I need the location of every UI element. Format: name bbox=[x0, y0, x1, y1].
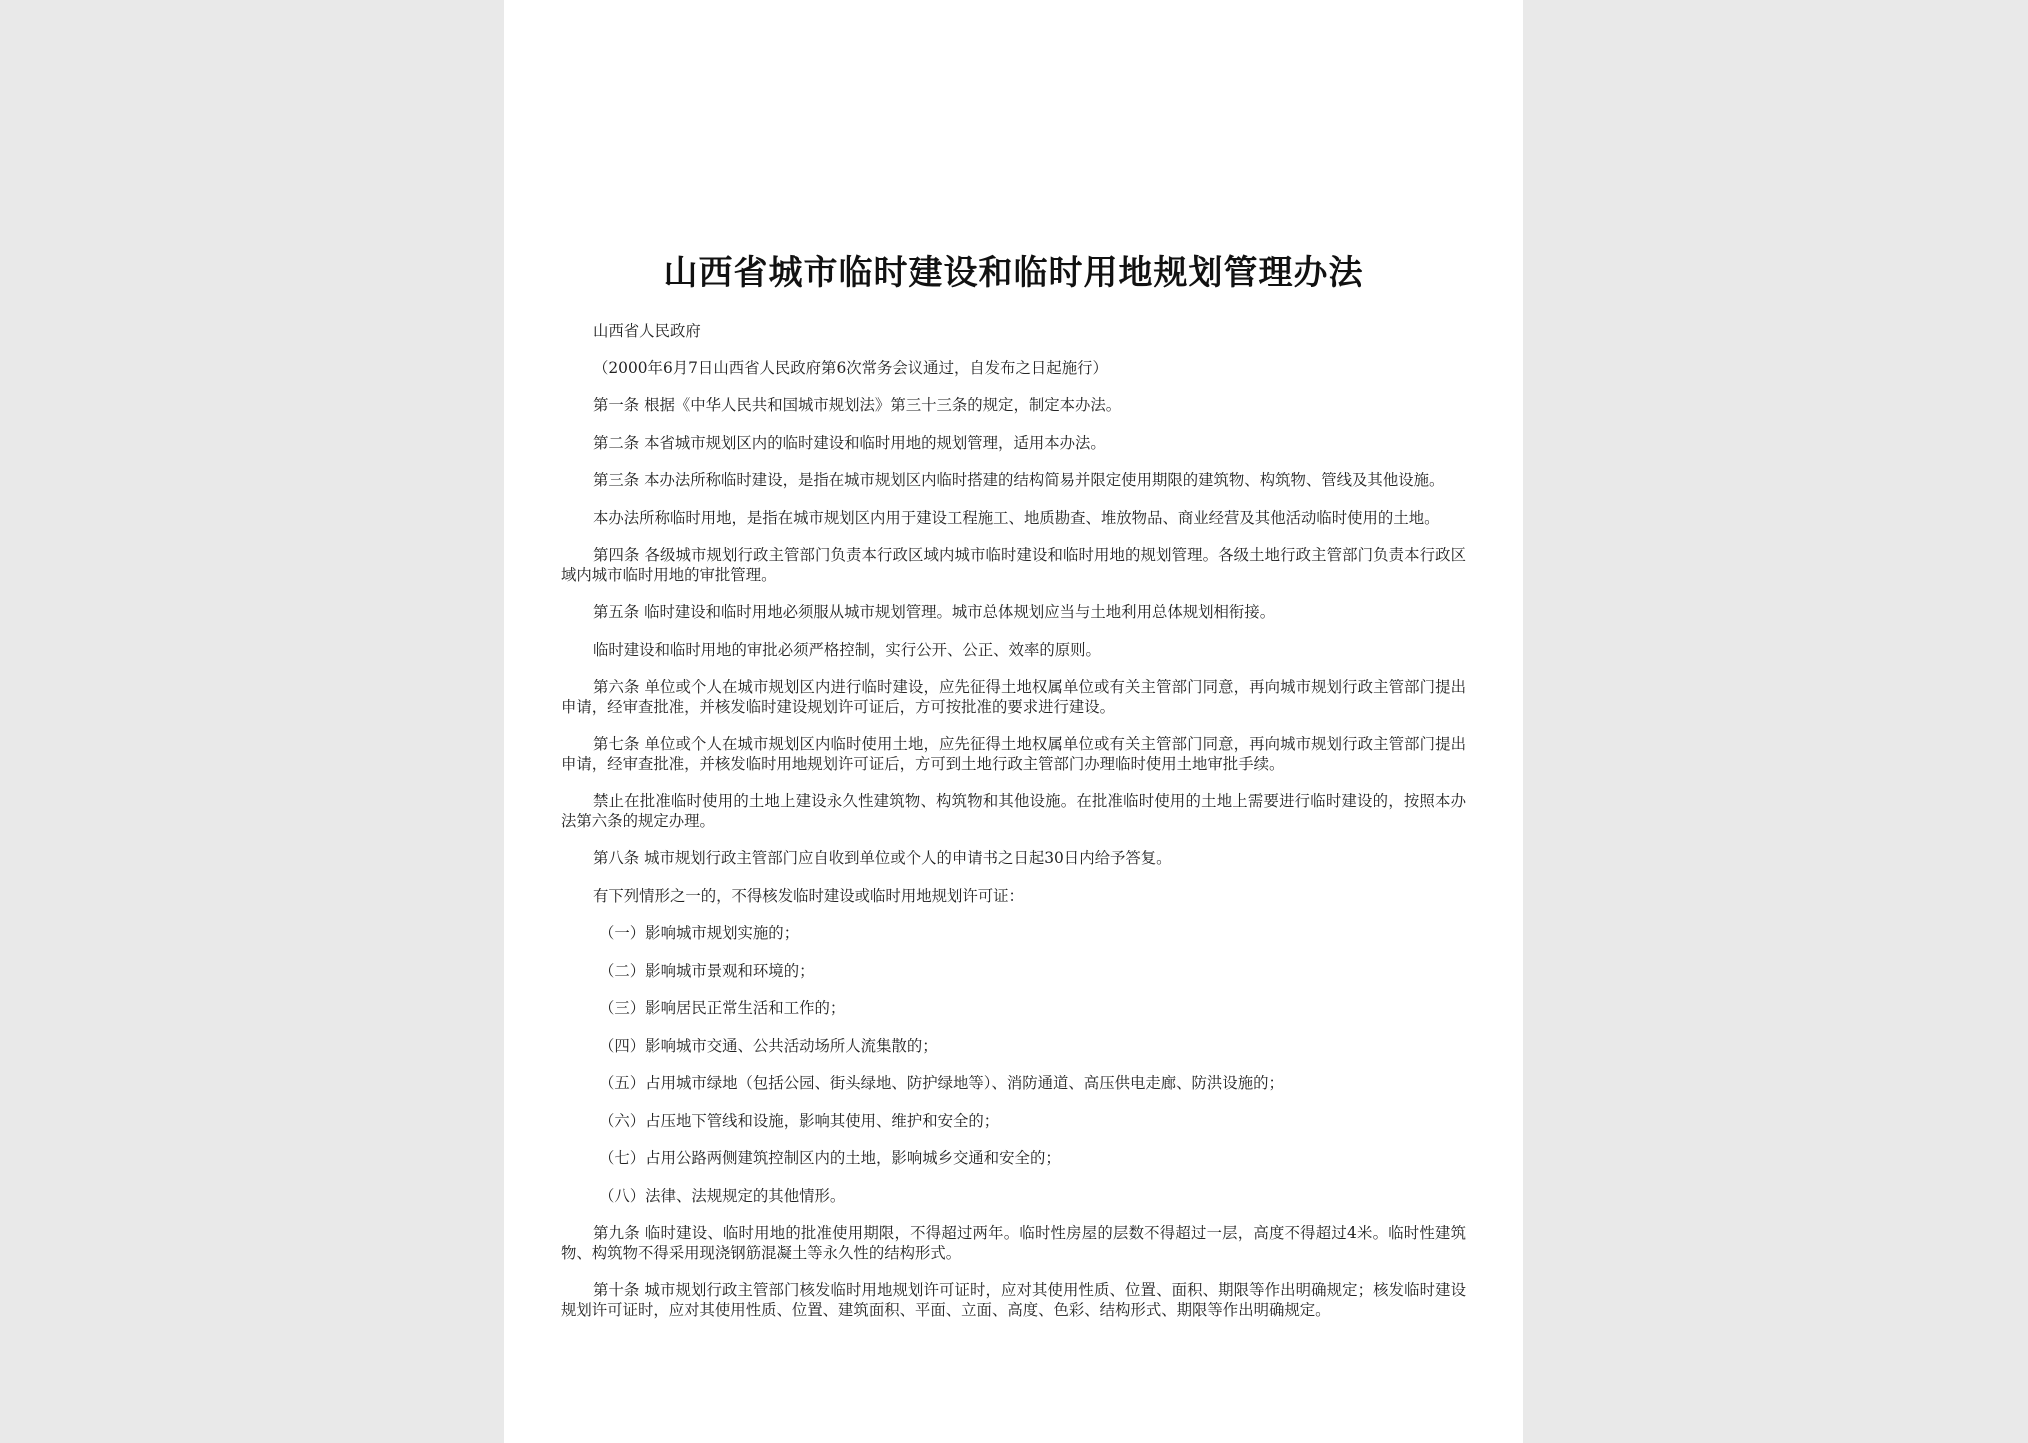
article-paragraph: 第三条 本办法所称临时建设，是指在城市规划区内临时搭建的结构简易并限定使用期限的建筑物、构筑物、管线及其他设施。 bbox=[593, 471, 1445, 489]
article-paragraph: 第二条 本省城市规划区内的临时建设和临时用地的规划管理，适用本办法。 bbox=[593, 433, 1106, 452]
article-paragraph: 本办法所称临时用地，是指在城市规划区内用于建设工程施工、地质勘查、堆放物品、商业经营及其他活动临时使用的土地。 bbox=[593, 508, 1440, 527]
article-paragraph: 有下列情形之一的，不得核发临时建设或临时用地规划许可证： bbox=[593, 886, 1024, 905]
article-paragraph: 第七条 单位或个人在城市规划区内临时使用土地，应先征得土地权属单位或有关主管部门同意，再向城市规划行政主管部门提出申请，经审查批准，并核发临时用地规划许可证后，方可到土地行政主管部门办理临时使用土地审批手续。 bbox=[561, 735, 1466, 773]
list-item: （八）法律、法规规定的其他情形。 bbox=[599, 1186, 846, 1205]
list-item: （五）占用城市绿地（包括公园、街头绿地、防护绿地等）、消防通道、高压供电走廊、防洪设施的； bbox=[599, 1074, 1284, 1092]
list-item: （二）影响城市景观和环境的； bbox=[599, 961, 815, 980]
article-paragraph: 第四条 各级城市规划行政主管部门负责本行政区域内城市临时建设和临时用地的规划管理。各级土地行政主管部门负责本行政区域内城市临时用地的审批管理。 bbox=[561, 546, 1466, 584]
article-paragraph: 禁止在批准临时使用的土地上建设永久性建筑物、构筑物和其他设施。在批准临时使用的土地上需要进行临时建设的，按照本办法第六条的规定办理。 bbox=[561, 792, 1466, 830]
adoption-note: （2000年6月7日山西省人民政府第6次常务会议通过，自发布之日起施行） bbox=[593, 358, 1108, 377]
article-paragraph: 第六条 单位或个人在城市规划区内进行临时建设，应先征得土地权属单位或有关主管部门同意，再向城市规划行政主管部门提出申请，经审查批准，并核发临时建设规划许可证后，方可按批准的要求进行建设。 bbox=[561, 678, 1466, 716]
list-item: （七）占用公路两侧建筑控制区内的土地，影响城乡交通和安全的； bbox=[599, 1149, 1061, 1167]
article-paragraph: 第九条 临时建设、临时用地的批准使用期限，不得超过两年。临时性房屋的层数不得超过一层，高度不得超过4米。临时性建筑物、构筑物不得采用现浇钢筋混凝土等永久性的结构形式。 bbox=[561, 1224, 1466, 1262]
list-item: （六）占压地下管线和设施，影响其使用、维护和安全的； bbox=[599, 1111, 1000, 1130]
article-paragraph: 第一条 根据《中华人民共和国城市规划法》第三十三条的规定，制定本办法。 bbox=[593, 396, 1122, 414]
list-item: （四）影响城市交通、公共活动场所人流集散的； bbox=[599, 1036, 938, 1055]
document-title: 山西省城市临时建设和临时用地规划管理办法 bbox=[663, 253, 1364, 293]
article-paragraph: 第十条 城市规划行政主管部门核发临时用地规划许可证时，应对其使用性质、位置、面积、期限等作出明确规定；核发临时建设规划许可证时，应对其使用性质、位置、建筑面积、平面、立面、高度、色彩、结构形式、期限等作出明确规定。 bbox=[561, 1281, 1466, 1319]
article-paragraph: 第八条 城市规划行政主管部门应自收到单位或个人的申请书之日起30日内给予答复。 bbox=[593, 849, 1172, 867]
list-item: （一）影响城市规划实施的； bbox=[599, 924, 800, 942]
article-paragraph: 临时建设和临时用地的审批必须严格控制，实行公开、公正、效率的原则。 bbox=[593, 640, 1101, 659]
issuer-line: 山西省人民政府 bbox=[593, 322, 701, 340]
article-paragraph: 第五条 临时建设和临时用地必须服从城市规划管理。城市总体规划应当与土地利用总体规划相衔接。 bbox=[593, 603, 1276, 621]
list-item: （三）影响居民正常生活和工作的； bbox=[599, 999, 846, 1017]
document-body bbox=[561, 322, 1466, 1338]
document-page bbox=[504, 0, 1523, 1443]
